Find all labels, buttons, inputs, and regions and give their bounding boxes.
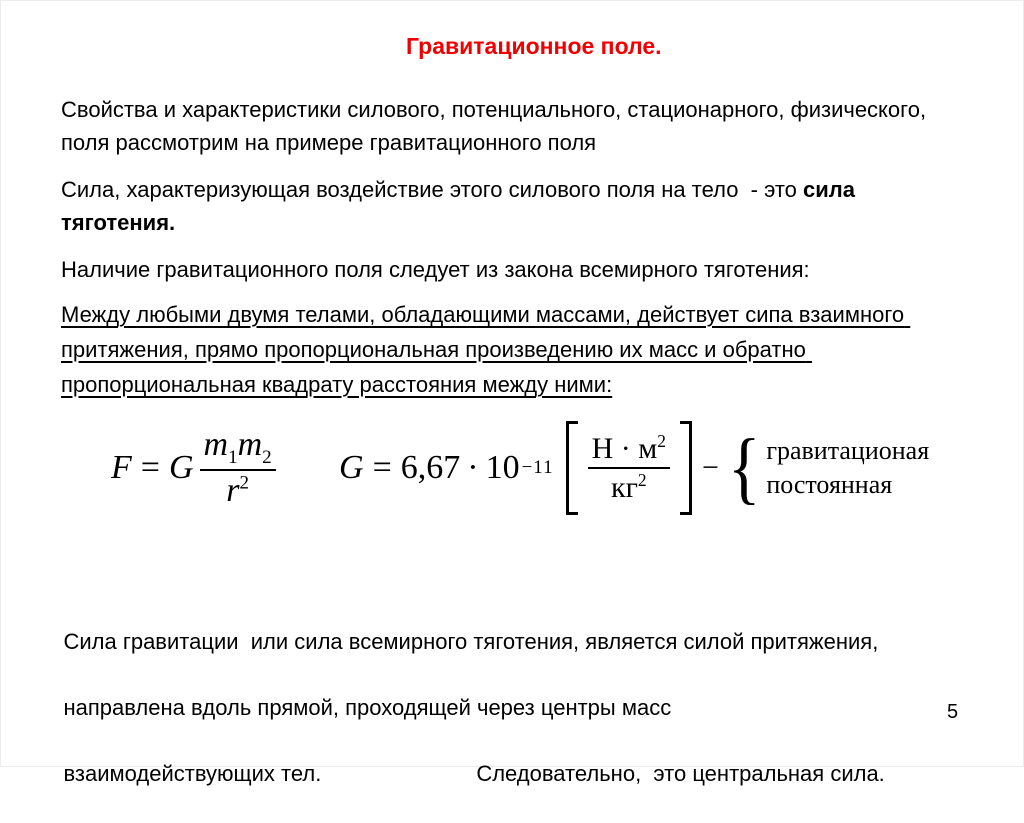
units-denominator-text: кг (611, 471, 638, 504)
force-text: Сила, характеризующая воздействие этого силового поля на тело - это (61, 177, 804, 202)
power-exponent: −11 (521, 457, 554, 478)
fraction-denominator (226, 471, 249, 510)
gravitational-constant-symbol: G (168, 449, 194, 486)
slide-title: Гравитационное поле. (406, 33, 662, 59)
radius-symbol: r (226, 472, 240, 510)
equals-sign: = (140, 449, 160, 486)
curly-brace: { (727, 424, 761, 512)
units-numerator-exponent: 2 (657, 431, 666, 451)
mass-1-subscript: 1 (228, 446, 238, 468)
constant-symbol: G (339, 449, 364, 486)
fraction-numerator (200, 426, 276, 472)
units-denominator-exponent: 2 (637, 470, 647, 490)
power-base: 10 (485, 449, 520, 486)
force-symbol: F (111, 449, 132, 486)
newton-gravity-formula (111, 422, 276, 514)
left-bracket (566, 421, 578, 515)
constant-label (766, 434, 929, 502)
multiplication-dot: · (467, 449, 479, 486)
conclusion-line3a: взаимодействующих тел. (63, 761, 322, 786)
units-fraction (588, 431, 670, 505)
conclusion-line2: направлена вдоль прямой, проходящей через центры масс (63, 695, 672, 720)
mass-distance-fraction (200, 426, 276, 511)
conclusion-line3b: Следовательно, это центральная сила. (476, 761, 885, 786)
conclusion-line1: Сила гравитации или сила всемирного тяготения, является силой притяжения, (63, 629, 879, 654)
paragraph-law-intro: Наличие гравитационного поля следует из закона всемирного тяготения: (61, 257, 810, 282)
paragraph-law-underlined: Между любыми двумя телами, обладающими массами, действует сипа взаимного притяжения, прямо пропорциональная произведению их масс и обратно пропорциональная квадрату расстояния между ними: (61, 302, 911, 397)
mass-2: m (237, 425, 263, 463)
paragraph-force (61, 173, 973, 239)
constant-label-line1: гравитационая (766, 436, 930, 465)
force-text-bold: сила тяготения. (61, 177, 862, 235)
page-number: 5 (947, 701, 959, 723)
units-numerator-text: Н · м (591, 432, 658, 465)
gravitational-constant-formula (339, 420, 929, 516)
equals-sign: = (372, 449, 392, 486)
paragraph-conclusion (39, 592, 989, 823)
mass-2-subscript: 2 (262, 446, 272, 468)
radius-exponent: 2 (239, 473, 249, 495)
units-numerator (588, 431, 670, 469)
right-bracket (680, 421, 692, 515)
units-denominator (611, 469, 647, 505)
constant-value: 6,67 (400, 449, 461, 486)
constant-label-line2: постоянная (766, 470, 893, 499)
mass-1: m (203, 425, 229, 463)
dash: − (701, 451, 719, 484)
paragraph-intro: Свойства и характеристики силового, потенциального, стационарного, физического, поля рассмотрим на примере гравитационного поля (61, 97, 933, 155)
